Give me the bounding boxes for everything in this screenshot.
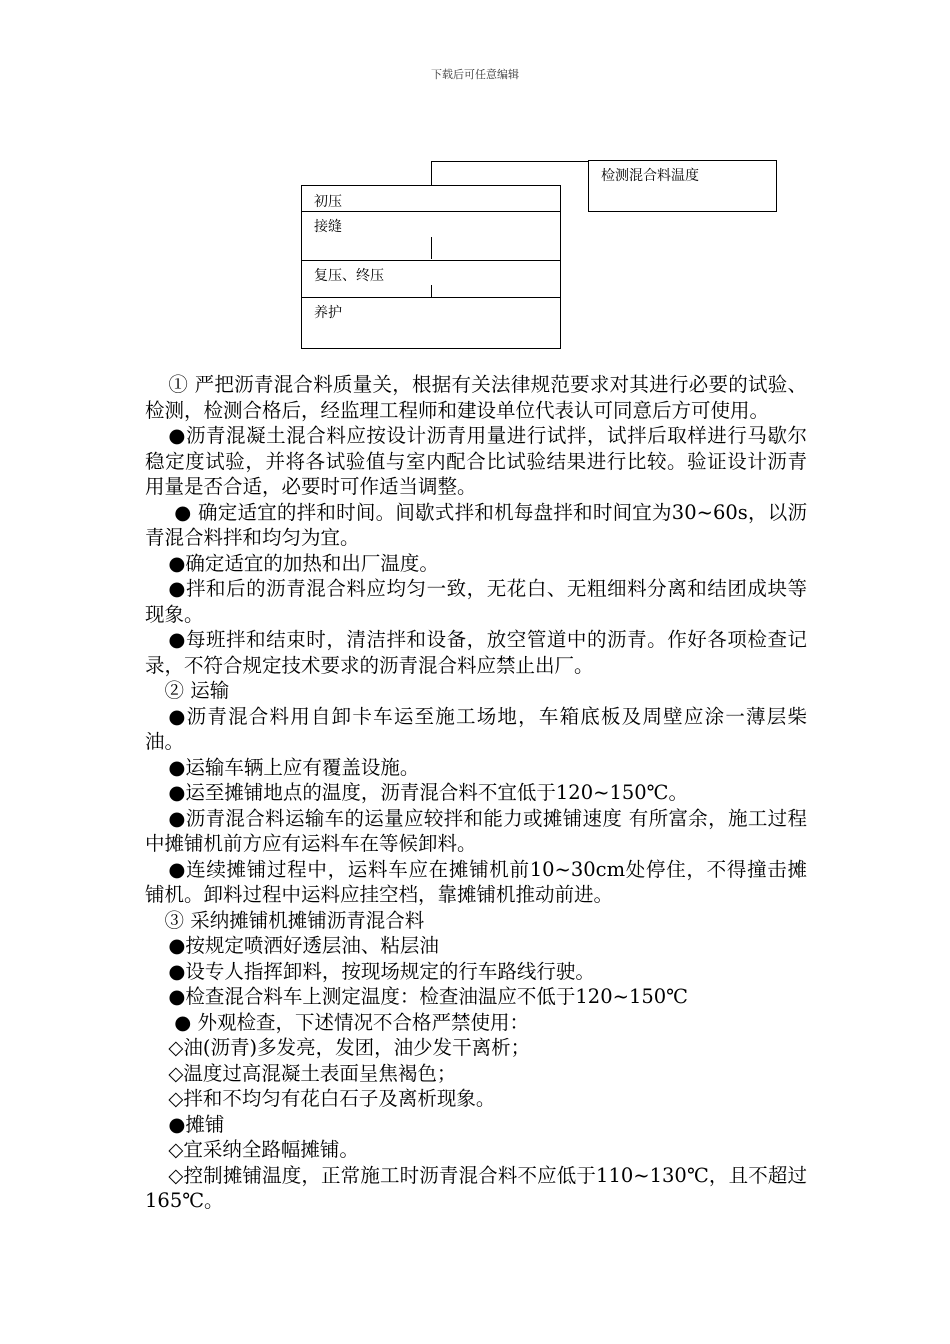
step-tick [431,237,432,259]
paragraph: ●运输车辆上应有覆盖设施。 [168,755,420,779]
step-tick [431,285,432,297]
paragraph: ●每班拌和结束时，清洁拌和设备，放空管道中的沥青。作好各项检查记录，不符合规定技术要求的沥青混合料应禁止出厂。 [145,628,807,677]
step-joint: 接缝 [314,219,342,235]
connector-line [431,161,432,185]
step-divider [301,260,561,261]
paragraph: ◇温度过高混凝土表面呈焦褐色； [168,1061,457,1085]
paragraph: ◇拌和不均匀有花白石子及离析现象。 [168,1087,496,1110]
section-heading: ② 运输 [164,679,230,702]
paragraph: ◇控制摊铺温度，正常施工时沥青混合料不应低于110~130℃，且不超过165℃。 [145,1163,807,1212]
section-heading: ③ 采纳摊铺机摊铺沥青混合料 [164,908,425,932]
paragraph: ●按规定喷洒好透层油、粘层油 [168,934,439,957]
process-flowchart [0,0,950,360]
paragraph: ●设专人指挥卸料，按现场规定的行车路线行驶。 [168,959,595,983]
paragraph: ●运至摊铺地点的温度，沥青混合料不宜低于120~150℃。 [168,781,688,804]
step-final-compaction: 复压、终压 [314,268,384,284]
step-curing: 养护 [314,305,342,321]
section-heading: ① 严把沥青混合料质量关，根据有关法律规范要求对其进行必要的试验、检测，检测合格后，经监理工程师和建设单位代表认可同意后方可使用。 [145,373,807,422]
connector-line [431,161,589,162]
paragraph: ◇宜采纳全路幅摊铺。 [168,1138,359,1161]
paragraph: ●连续摊铺过程中，运料车应在摊铺机前10~30cm处停住，不得撞击摊铺机。卸料过程中运料应挂空档，靠摊铺机推动前进。 [145,857,807,906]
paragraph: ●确定适宜的加热和出厂温度。 [168,551,439,575]
document-body [145,372,807,1214]
step-divider [301,211,561,212]
paragraph: ● 外观检查，下述情况不合格严禁使用： [174,1010,529,1034]
paragraph: ● 确定适宜的拌和时间。间歇式拌和机每盘拌和时间宜为30~60s，以沥青混合料拌和均匀为宜。 [145,500,807,549]
detect-temperature-label: 检测混合料温度 [601,168,699,184]
paragraph: ●沥青混凝土混合料应按设计沥青用量进行试拌，试拌后取样进行马歇尔稳定度试验，并将各试验值与室内配合比试验结果进行比较。验证设计沥青用量是否合适，必要时可作适当调整。 [145,424,807,498]
paragraph: ●摊铺 [168,1112,225,1136]
paragraph: ●沥青混合料运输车的运量应较拌和能力或摊铺速度 有所富余，施工过程中摊铺机前方应有运料车在等候卸料。 [145,806,807,855]
header-note: 下载后可任意编辑 [431,68,519,81]
paragraph: ●沥青混合料用自卸卡车运至施工场地，车箱底板及周壁应涂一薄层柴油。 [145,704,807,753]
paragraph: ◇油(沥青)多发亮，发团，油少发干离析； [168,1036,531,1059]
step-divider [301,297,561,298]
paragraph: ●检查混合料车上测定温度：检查油温应不低于120~150℃ [168,985,688,1008]
paragraph: ●拌和后的沥青混合料应均匀一致，无花白、无粗细料分离和结团成块等现象。 [145,577,807,626]
step-initial-compaction: 初压 [314,194,342,210]
